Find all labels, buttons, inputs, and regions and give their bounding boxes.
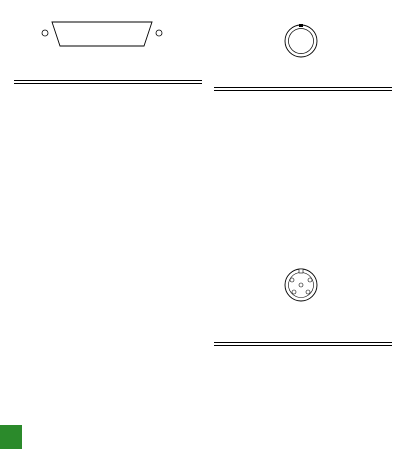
- column-header-no: [14, 81, 30, 84]
- column-header-signal: [230, 343, 294, 346]
- front-panel-table: [214, 342, 392, 346]
- column-header-no: [214, 343, 230, 346]
- column-header-signal: [230, 88, 294, 91]
- intercom-xlr5-connector-icon: [283, 266, 319, 304]
- figure-number-badge: [0, 425, 22, 449]
- dsub25-connector-icon: [40, 18, 164, 50]
- remote-10p-connector-icon: [283, 23, 319, 59]
- remote-table: [214, 87, 392, 91]
- column-header-specifications: [294, 343, 392, 346]
- column-header-specifications: [294, 88, 392, 91]
- column-header-signal: [30, 81, 92, 84]
- intercom-tally-table: [14, 80, 202, 84]
- column-header-no: [214, 88, 230, 91]
- column-header-specifications: [92, 81, 202, 84]
